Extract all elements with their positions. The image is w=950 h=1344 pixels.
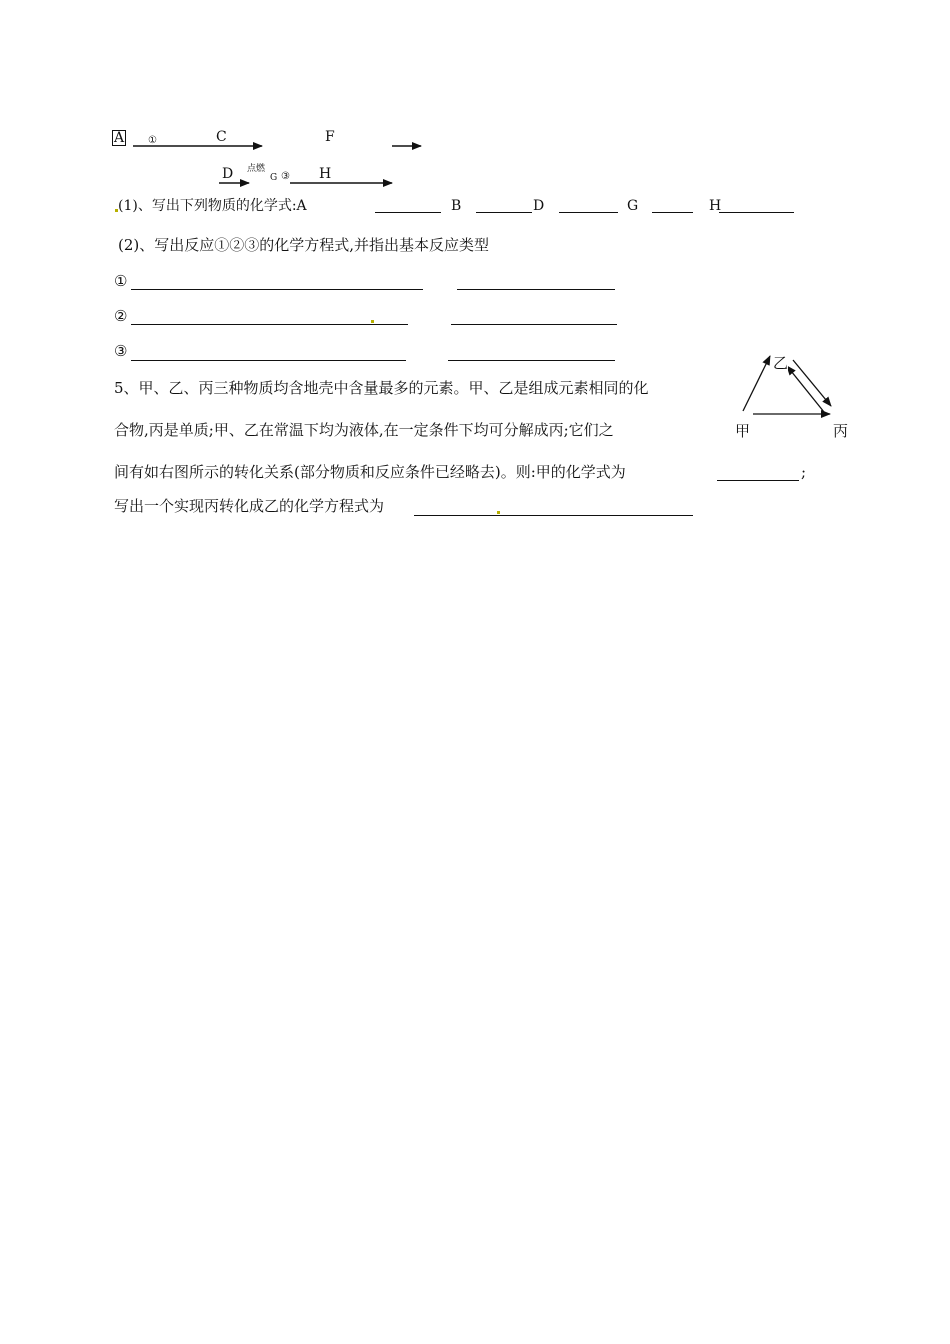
- substance-jia-label: 甲: [735, 422, 751, 440]
- arrow-bing-to-yi: [787, 366, 824, 412]
- substance-f-label: F: [325, 129, 335, 145]
- question-2-text: (2)、写出反应①②③的化学方程式,并指出基本反应类型: [118, 236, 490, 254]
- label-b: B: [451, 198, 462, 214]
- question-5-line-4: 写出一个实现丙转化成乙的化学方程式为: [114, 497, 385, 515]
- stray-mark: [371, 320, 374, 323]
- label-d: D: [533, 198, 545, 214]
- label-g: G: [627, 198, 639, 214]
- question-5-line-1: 5、甲、乙、丙三种物质均含地壳中含量最多的元素。甲、乙是组成元素相同的化: [114, 379, 649, 397]
- stray-mark: [497, 511, 500, 514]
- line-3-end: ;: [801, 463, 807, 481]
- type-blank-1[interactable]: [457, 289, 615, 290]
- substance-bing-label: 丙: [833, 422, 849, 440]
- reaction-3-marker: ③: [281, 171, 290, 182]
- substance-h-label: H: [319, 166, 332, 182]
- ignite-condition: 点燃: [247, 164, 266, 174]
- question-5-line-2: 合物,丙是单质;甲、乙在常温下均为液体,在一定条件下均可分解成丙;它们之: [114, 421, 614, 439]
- answer-blank-g[interactable]: [652, 212, 693, 213]
- substance-g-label: G: [270, 173, 278, 183]
- arrow-yi-to-bing: [793, 360, 831, 406]
- substance-yi-label: 乙: [773, 354, 789, 372]
- type-blank-2[interactable]: [451, 324, 617, 325]
- answer-blank-equation[interactable]: [414, 515, 693, 516]
- question-5-line-3: 间有如右图所示的转化关系(部分物质和反应条件已经略去)。则:甲的化学式为: [114, 463, 626, 481]
- equation-blank-2[interactable]: [131, 324, 408, 325]
- question-1-text: (1)、写出下列物质的化学式:A: [118, 198, 307, 214]
- equation-blank-3[interactable]: [131, 360, 406, 361]
- type-blank-3[interactable]: [448, 360, 615, 361]
- answer-blank-jia-formula[interactable]: [717, 480, 799, 481]
- arrow-jia-to-yi: [743, 356, 770, 411]
- equation-blank-1[interactable]: [131, 289, 423, 290]
- reaction-2-label: ②: [114, 307, 128, 325]
- answer-blank-d[interactable]: [559, 212, 618, 213]
- substance-c-label: C: [216, 129, 227, 145]
- label-h: H: [709, 198, 722, 214]
- reaction-1-label: ①: [114, 272, 128, 290]
- answer-blank-b[interactable]: [476, 212, 532, 213]
- substance-a-label: A: [114, 130, 125, 146]
- reaction-3-label: ③: [114, 342, 128, 360]
- answer-blank-h[interactable]: [719, 212, 794, 213]
- reaction-1-marker: ①: [148, 135, 157, 146]
- answer-blank-a[interactable]: [375, 212, 441, 213]
- substance-d-label: D: [222, 166, 234, 182]
